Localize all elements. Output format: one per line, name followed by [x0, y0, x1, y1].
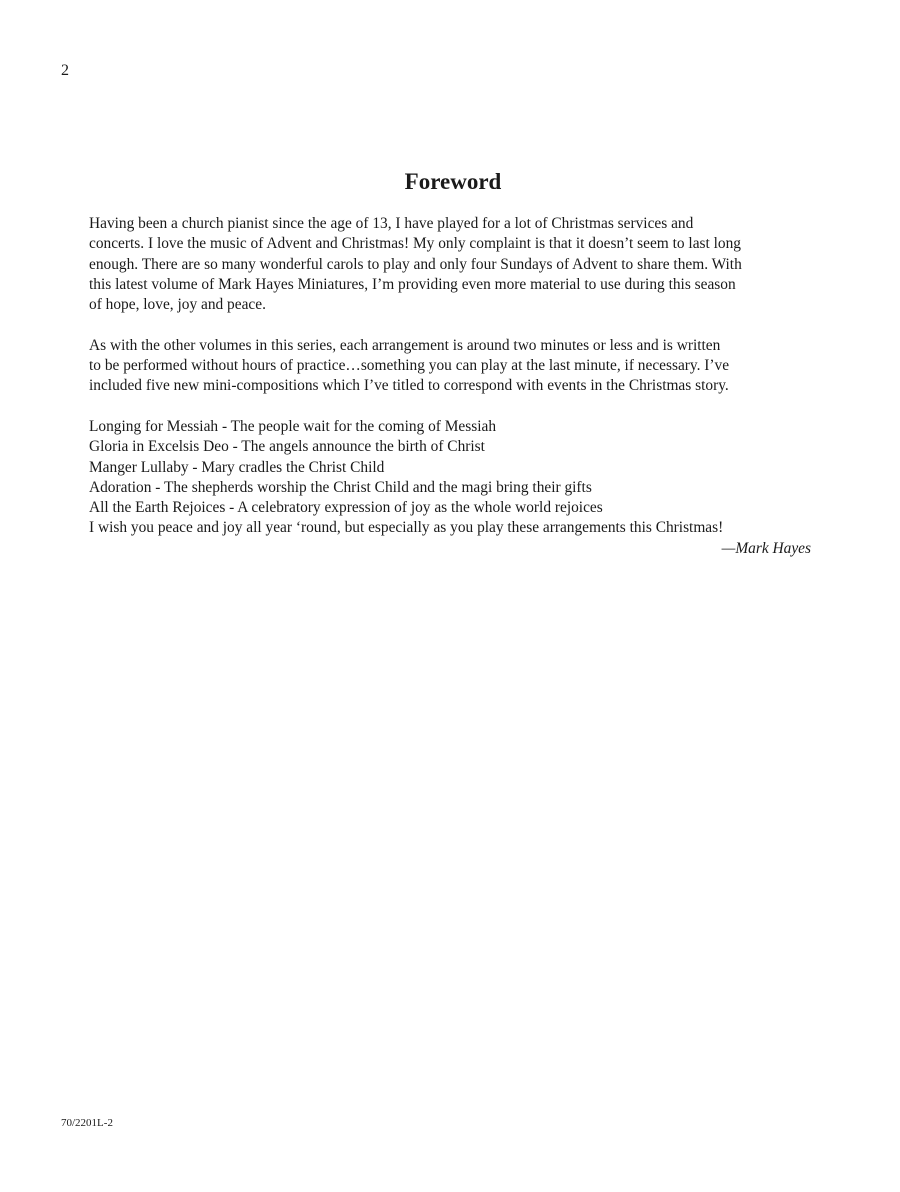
- song-list-item: All the Earth Rejoices - A celebratory expression of joy as the whole world rejoices: [89, 499, 603, 517]
- text-line: included five new mini-compositions which I’ve titled to correspond with events in the Christmas story.: [89, 377, 729, 395]
- series-paragraph: [89, 336, 813, 397]
- text-line: concerts. I love the music of Advent and Christmas! My only complaint is that it doesn’t seem to last long: [89, 235, 742, 253]
- foreword-body: [89, 214, 813, 559]
- catalog-code: 70/2201L-2: [61, 1117, 113, 1129]
- song-list-item: Gloria in Excelsis Deo - The angels announce the birth of Christ: [89, 438, 485, 456]
- author-signature: —Mark Hayes: [721, 539, 811, 557]
- text-line: As with the other volumes in this series, each arrangement is around two minutes or less and is written: [89, 336, 721, 354]
- song-list: [89, 417, 813, 518]
- closing-paragraph: [89, 518, 813, 538]
- text-line: this latest volume of Mark Hayes Miniatures, I’m providing even more material to use during this season: [89, 275, 736, 293]
- page-number: 2: [61, 62, 69, 79]
- song-list-item: Adoration - The shepherds worship the Christ Child and the magi bring their gifts: [89, 478, 592, 496]
- text-line: to be performed without hours of practice…something you can play at the last minute, if necessary. I’ve: [89, 357, 730, 375]
- page-title: Foreword: [404, 169, 502, 194]
- song-list-item: Manger Lullaby - Mary cradles the Christ Child: [89, 458, 385, 476]
- song-list-item: Longing for Messiah - The people wait for the coming of Messiah: [89, 417, 497, 435]
- text-line: enough. There are so many wonderful carols to play and only four Sundays of Advent to share them. With: [89, 255, 742, 273]
- text-line: Having been a church pianist since the age of 13, I have played for a lot of Christmas services and: [89, 215, 694, 232]
- intro-paragraph: [89, 214, 813, 315]
- text-line: I wish you peace and joy all year ‘round, but especially as you play these arrangements this Christmas!: [89, 519, 724, 537]
- text-line: of hope, love, joy and peace.: [89, 296, 266, 314]
